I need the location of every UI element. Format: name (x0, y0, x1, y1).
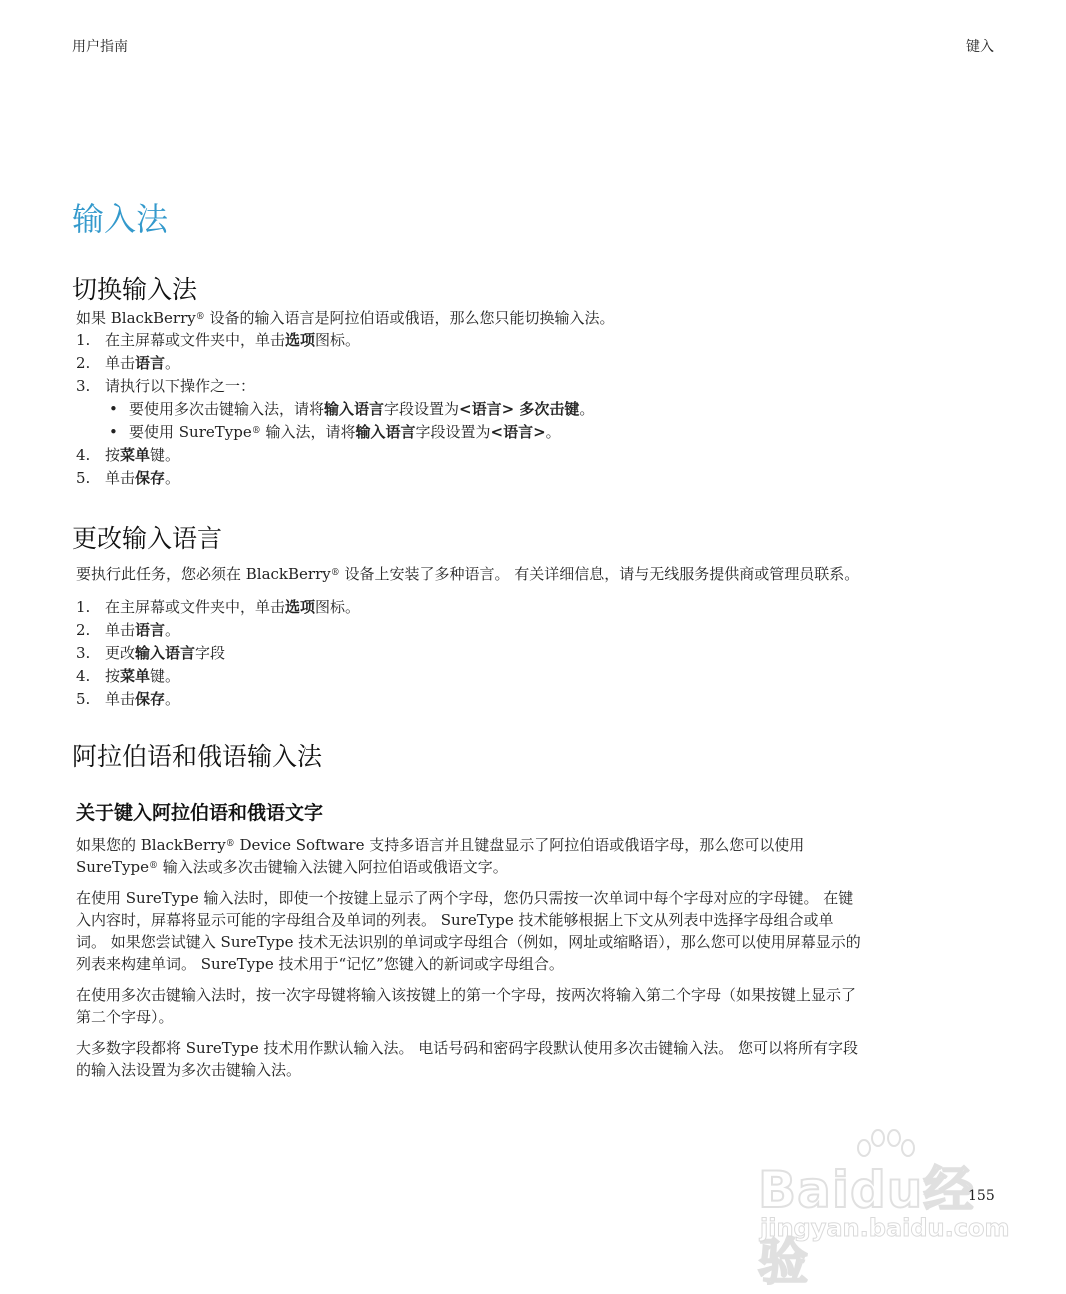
watermark-brand: Baidu经验 (758, 1161, 975, 1291)
steps-list (76, 596, 360, 711)
running-header-right: 键入 (966, 39, 994, 55)
paragraph: 在使用 SureType 输入法时，即使一个按键上显示了两个字母，您仍只需按一次单词中每个字母对应的字母键。 在键 入内容时，屏幕将显示可能的字母组合及单词的列表。 SureType 技术能够根据上下文从列表中选择字母组合或单 词。 如果您尝试键入 SureType 技术无法识别的单词或字母组合（例如，网址或缩略语），那么您可以使用屏幕显示的 列表来构建单词。 SureType 技术用于“记忆”您键入的新词或字母组合。 (76, 889, 861, 973)
section-title-switch-input: 切换输入法 (72, 275, 198, 304)
subsection-title: 关于键入阿拉伯语和俄语文字 (76, 802, 324, 824)
list-item: 1. 在主屏幕或文件夹中，单击选项图标。 (76, 598, 361, 616)
bullet-item: • 要使用多次击键输入法，请将输入语言字段设置为<语言> 多次击键。 (109, 400, 595, 418)
chapter-title: 输入法 (72, 200, 169, 238)
list-item: 3. 请执行以下操作之一： (76, 377, 256, 395)
list-item: 4. 按菜单键。 (76, 446, 181, 464)
steps-list (76, 329, 594, 490)
section-intro: 如果 BlackBerry® 设备的输入语言是阿拉伯语或俄语，那么您只能切换输入法。 (76, 309, 615, 327)
page-number: 155 (968, 1188, 995, 1204)
list-item: 4. 按菜单键。 (76, 667, 181, 685)
section-title-change-language: 更改输入语言 (72, 524, 223, 553)
paragraph: 如果您的 BlackBerry® Device Software 支持多语言并且键盘显示了阿拉伯语或俄语字母，那么您可以使用 SureType® 输入法或多次击键输入法键入阿拉伯语或俄语文字。 (76, 836, 805, 876)
list-item: 1. 在主屏幕或文件夹中，单击选项图标。 (76, 331, 361, 349)
list-item: 2. 单击语言。 (76, 621, 181, 639)
list-item: 5. 单击保存。 (76, 690, 181, 708)
paragraph: 大多数字段都将 SureType 技术用作默认输入法。 电话号码和密码字段默认使用多次击键输入法。 您可以将所有字段 的输入法设置为多次击键输入法。 (76, 1039, 859, 1079)
list-item: 2. 单击语言。 (76, 354, 181, 372)
bullet-item: • 要使用 SureType® 输入法，请将输入语言字段设置为<语言>。 (109, 423, 561, 441)
list-item: 5. 单击保存。 (76, 469, 181, 487)
watermark-url: jingyan.baidu.com (760, 1214, 1010, 1242)
running-header-left: 用户指南 (72, 39, 128, 55)
list-item: 3. 更改输入语言字段 (76, 644, 226, 662)
section-title-arabic-russian: 阿拉伯语和俄语输入法 (72, 742, 323, 771)
paragraph: 在使用多次击键输入法时，按一次字母键将输入该按键上的第一个字母，按两次将输入第二个字母（如果按键上显示了 第二个字母）。 (76, 986, 857, 1026)
section-intro: 要执行此任务，您必须在 BlackBerry® 设备上安装了多种语言。 有关详细信息，请与无线服务提供商或管理员联系。 (76, 565, 860, 583)
